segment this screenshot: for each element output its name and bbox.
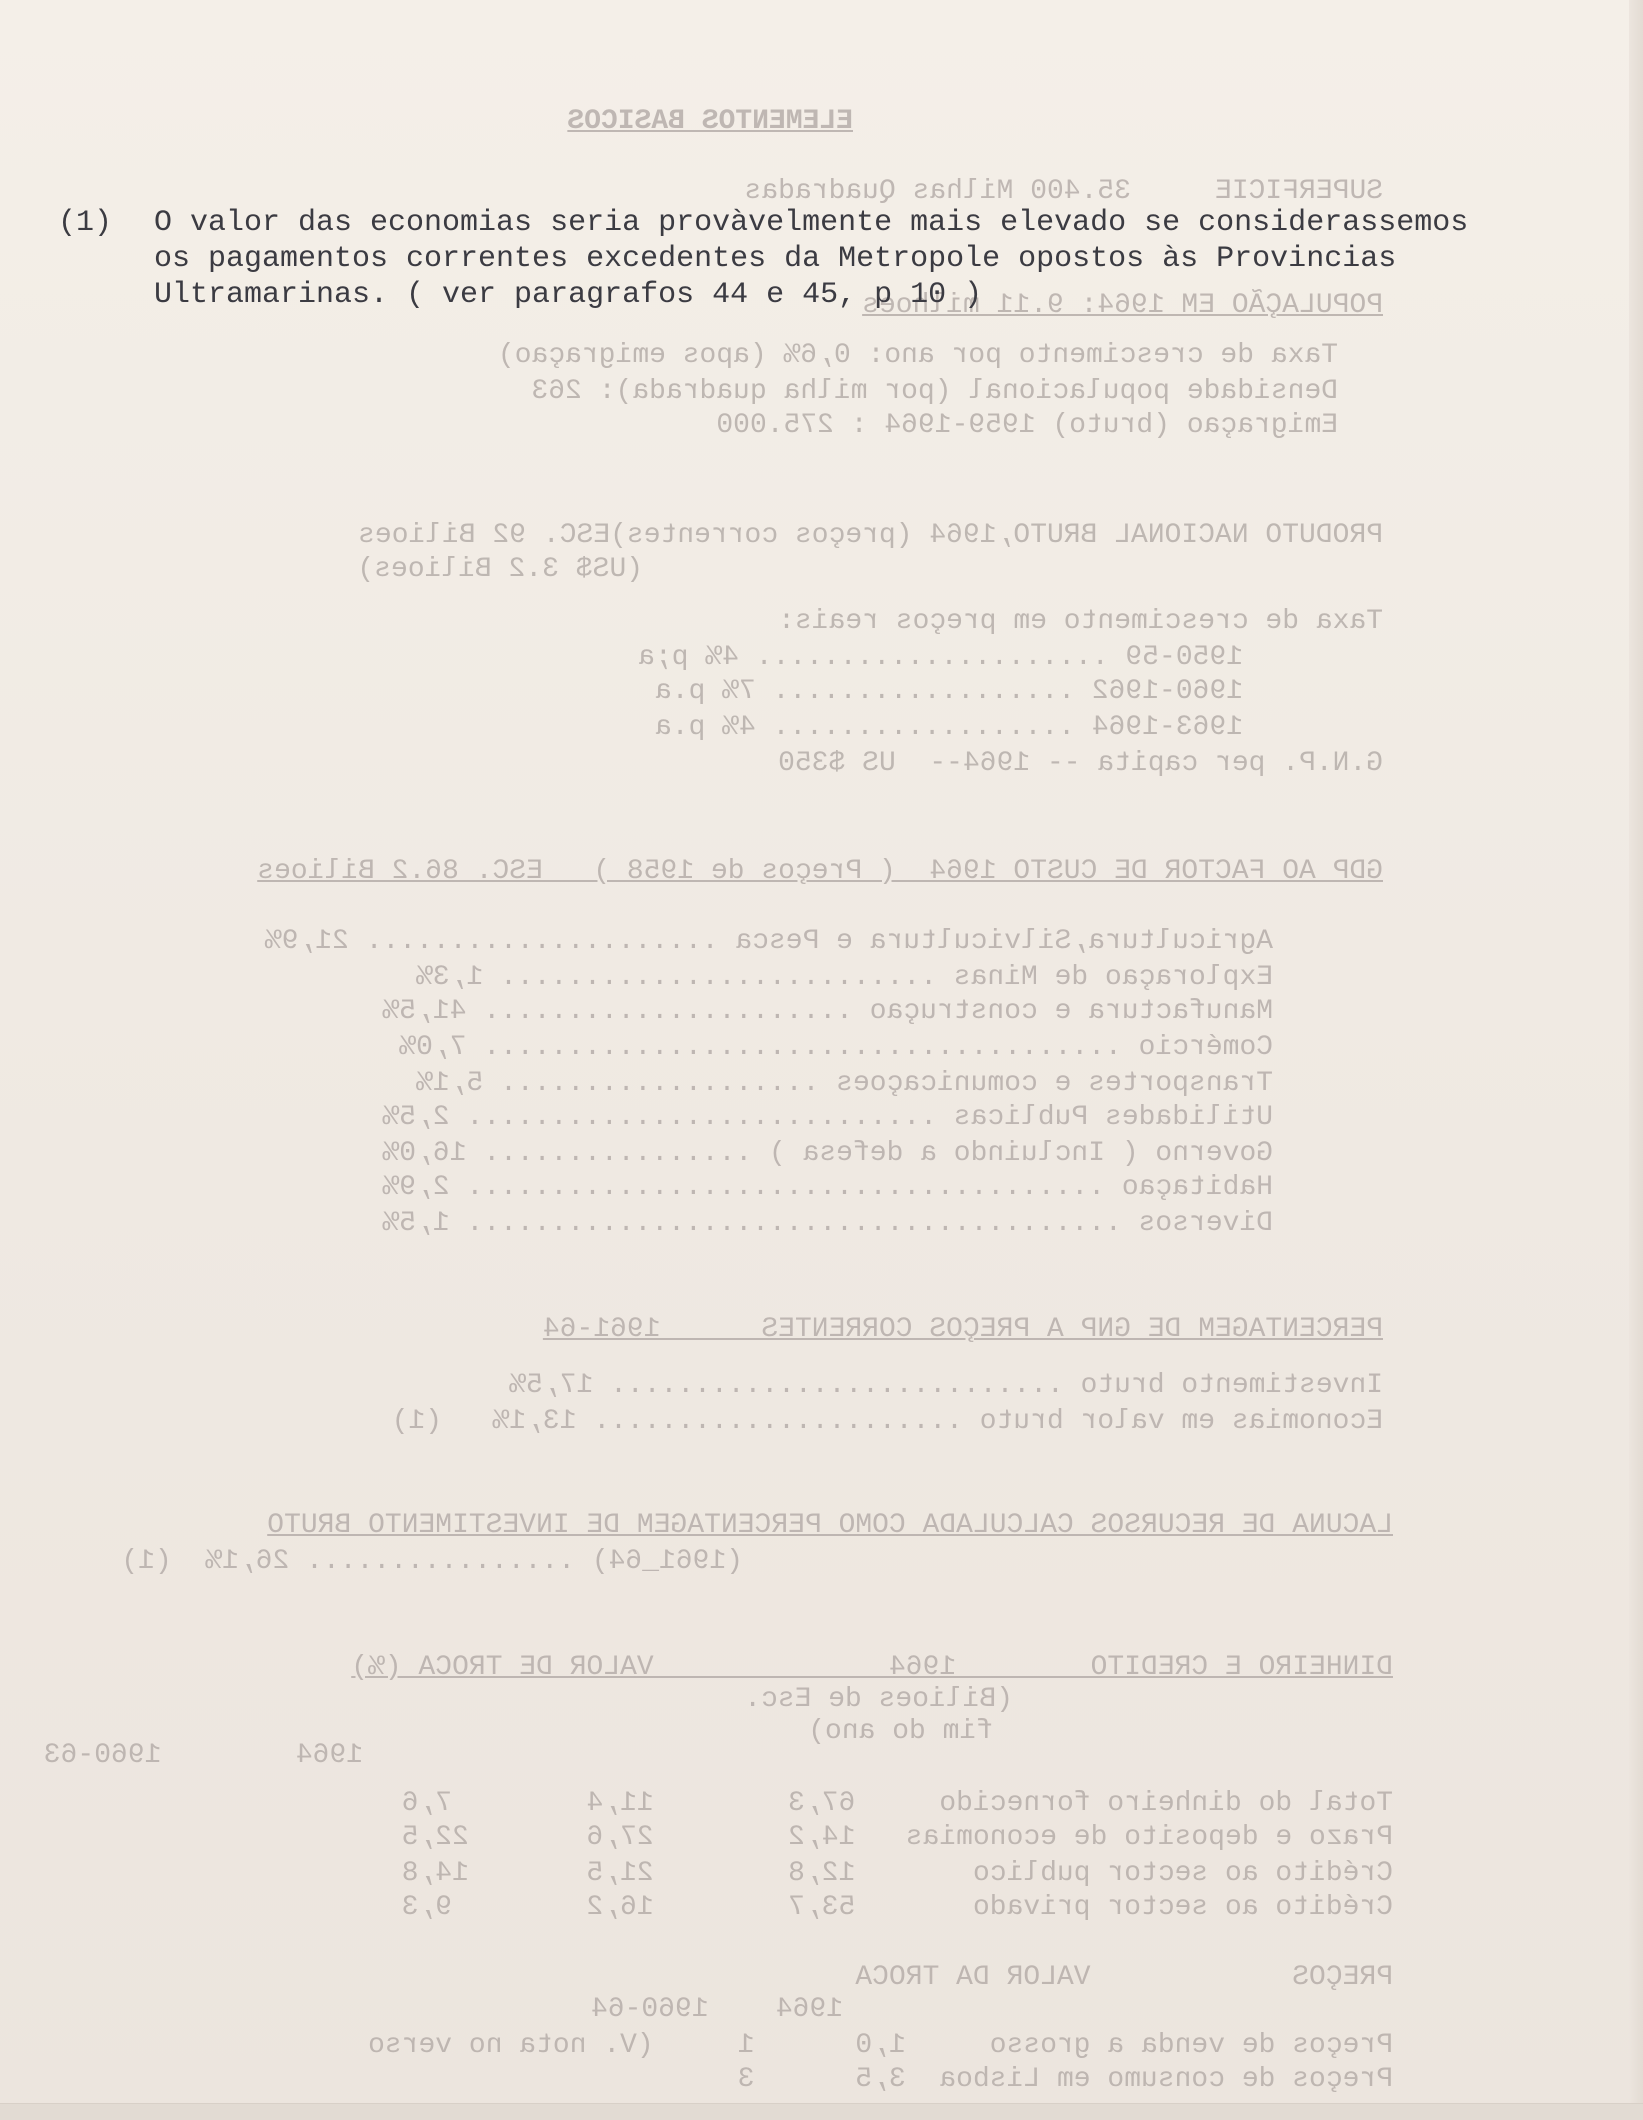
show-credito-2: Crédito ao sector publico 12,8 21,5 14,8 xyxy=(401,1858,1393,1889)
show-pop-1: Densidade populacional (por milha quadrada): 263 xyxy=(531,376,1338,407)
show-pop-2: Emigraçao (bruto) 1959-1964 : 275.000 xyxy=(716,410,1338,441)
show-precos-header: PREÇOS VALOR DA TROCA xyxy=(855,1962,1393,1993)
show-pnb-2: Taxa de crescimento em preços reais: xyxy=(778,606,1383,637)
show-gdp-2: Manufactura e construçao ...................... 41,5% xyxy=(382,996,1273,1027)
show-credito-1: Prazo e deposito de economias 14,2 27,6 22,5 xyxy=(401,1822,1393,1853)
show-lacuna-0: LACUNA DE RECURSOS CALCULADA COMO PERCENTAGEM DE INVESTIMENTO BRUTO xyxy=(267,1510,1393,1541)
show-gdp-4: Transportes e comunicaçoes ................... 5,1% xyxy=(416,1068,1273,1099)
footnote-line-3: Ultramarinas. ( ver paragrafos 44 e 45, p 10 ) xyxy=(154,278,983,312)
show-gdp-0: Agricultura,Silvicultura e Pesca ..................... 21,9% xyxy=(264,926,1273,957)
show-pct-0: Investimento bruto ........................... 17,5% xyxy=(509,1370,1383,1401)
show-precos-sub: 1964 1960-64 xyxy=(590,1994,843,2025)
show-pct-header: PERCENTAGEM DE GNP A PREÇOS CORRENTES 1961-64 xyxy=(542,1314,1383,1345)
footnote-line-1: O valor das economias seria provàvelmente mais elevado se considerassemos xyxy=(154,206,1469,240)
footnote-number: (1) xyxy=(58,206,113,240)
show-credito-header: DINHEIRO E CREDITO 1964 VALOR DE TROCA (%) xyxy=(351,1652,1393,1683)
page-edge-bottom xyxy=(0,2103,1643,2120)
show-pnb-0: PRODUTO NACIONAL BRUTO,1964 (preços correntes)ESC. 92 Bilioes xyxy=(358,520,1383,551)
show-pnb-1: (US$ 3.2 Bilioes) xyxy=(357,554,643,585)
page-edge-right xyxy=(1629,0,1643,2120)
show-pnb-5: 1963-1964 .................. 4% p.a xyxy=(654,712,1243,743)
show-credito-3: Crédito ao sector privado 53,7 16,2 9,3 xyxy=(401,1892,1393,1923)
show-pop-0: Taxa de crescimento por ano: 0,6% (apos emigraçao) xyxy=(497,340,1338,371)
show-credito-0: Total do dinheiro fornecido 67,3 11,4 7,6 xyxy=(401,1788,1393,1819)
footnote-line-2: os pagamentos correntes excedentes da Metropole opostos às Provincias xyxy=(154,242,1397,276)
show-gdp-3: Comércio ...................................... 7,0% xyxy=(399,1032,1273,1063)
show-precos-0: Preços de venda a grosso 1,0 1 (V. nota no verso xyxy=(368,2030,1393,2061)
show-gdp-header: GDP AO FACTOR DE CUSTO 1964 ( Preços de 1958 ) ESC. 86.2 Bilioes xyxy=(257,856,1383,887)
show-gdp-8: Diversos ....................................... 1,5% xyxy=(382,1208,1273,1239)
show-pnb-6: G.N.P. per capita -- 1964-- US $350 xyxy=(778,748,1383,779)
show-pnb-4: 1960-1962 .................. 7% p.a xyxy=(654,676,1243,707)
show-pnb-3: 1950-59 ..................... 4% p;a xyxy=(638,642,1243,673)
show-gdp-7: Habitaçao ...................................... 2,9% xyxy=(382,1172,1273,1203)
show-populacao: POPULAÇÃO EM 1964: 9.11 milhoes xyxy=(862,290,1383,321)
show-gdp-5: Utilidades Publicas ............................ 2,5% xyxy=(382,1102,1273,1133)
show-pct-1: Economias em valor bruto ...................... 13,1% (1) xyxy=(391,1406,1383,1437)
show-gdp-1: Exploraçao de Minas .......................... 1,3% xyxy=(416,962,1273,993)
show-superficie: SUPERFICIE 35.400 Milhas Quadradas xyxy=(744,176,1383,207)
show-precos-1: Preços de consumo em Lisboa 3,5 3 xyxy=(737,2064,1393,2095)
show-credito-sub-2: 1964 1960-63 xyxy=(43,1740,363,1771)
show-credito-sub-0: (Bilioes de Esc. xyxy=(744,1684,1013,1715)
show-credito-sub-1: fim do ano) xyxy=(808,1716,993,1747)
show-lacuna-1: (1961_64) ................ 26,1% (1) xyxy=(121,1546,743,1577)
show-title: ELEMENTOS BASICOS xyxy=(567,106,853,137)
show-gdp-6: Governo ( Incluindo a defesa ) ................ 16,0% xyxy=(382,1138,1273,1169)
